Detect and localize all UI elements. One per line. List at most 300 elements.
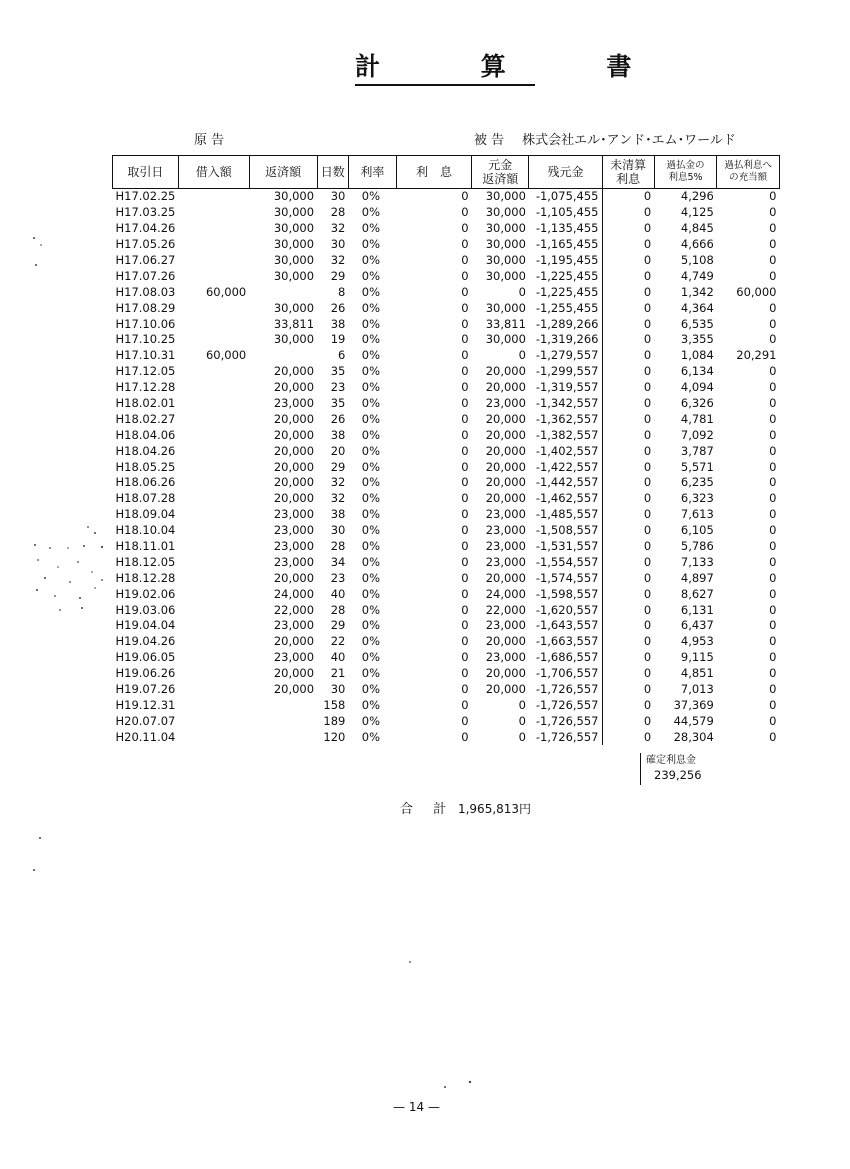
table-cell: 24,000 <box>273 586 315 601</box>
table-cell: 0 <box>602 507 654 523</box>
table-cell: 38 <box>330 427 346 442</box>
table-cell: 0 <box>769 364 777 379</box>
table-cell: 0 <box>602 427 654 443</box>
table-cell: 20,000 <box>485 380 526 395</box>
table-cell <box>178 618 249 634</box>
table-cell: 40 <box>330 586 346 601</box>
table-row <box>113 475 780 491</box>
table-cell: -1,726,557 <box>535 713 599 728</box>
table-row <box>113 253 780 269</box>
table-cell: 0 <box>602 713 654 729</box>
table-cell: 0 <box>461 586 469 601</box>
table-cell: 19 <box>330 332 346 347</box>
table-cell: 22 <box>330 634 346 649</box>
table-cell: 0 <box>461 348 469 363</box>
table-cell: 0 <box>769 554 777 569</box>
table-cell: 0% <box>361 348 380 363</box>
table-cell: H19.03.06 <box>115 602 176 617</box>
table-cell: 23,000 <box>485 539 526 554</box>
table-cell: 0 <box>769 411 777 426</box>
table-cell: 4,666 <box>680 237 714 252</box>
table-cell: 20,000 <box>485 666 526 681</box>
table-row <box>113 348 780 364</box>
table-cell: 0 <box>461 380 469 395</box>
table-cell: 0 <box>602 332 654 348</box>
table-cell: -1,442,557 <box>535 475 599 490</box>
table-cell: 4,094 <box>680 380 714 395</box>
table-cell: 9,115 <box>680 650 714 665</box>
table-cell: H17.07.26 <box>115 268 176 283</box>
total-label: 合 計 <box>400 802 455 817</box>
table-cell <box>178 682 249 698</box>
table-cell: 4,125 <box>680 205 714 220</box>
table-cell: 0% <box>361 618 380 633</box>
table-cell: 0% <box>361 284 380 299</box>
table-cell: 4,364 <box>680 300 714 315</box>
table-cell: 20,000 <box>273 459 315 474</box>
table-cell: 0 <box>461 396 469 411</box>
table-cell: 0 <box>518 729 526 744</box>
document-title: 計 算 書 <box>355 52 535 86</box>
table-cell: H18.02.27 <box>115 411 176 426</box>
table-cell: H17.12.28 <box>115 380 176 395</box>
column-header <box>396 156 471 189</box>
total-value: 1,965,813円 <box>457 802 532 816</box>
table-cell <box>178 729 249 745</box>
column-header-line: 借入額 <box>195 165 232 179</box>
table-cell: 23,000 <box>273 650 315 665</box>
table-row <box>113 237 780 253</box>
table-cell: 4,953 <box>680 634 714 649</box>
table-cell: 0% <box>361 411 380 426</box>
table-cell: 20,000 <box>485 411 526 426</box>
table-row <box>113 300 780 316</box>
table-cell: 20,000 <box>273 364 315 379</box>
table-cell: 0 <box>769 253 777 267</box>
table-cell: -1,289,266 <box>535 316 599 331</box>
table-cell: 20,000 <box>485 364 526 379</box>
table-cell: H18.06.26 <box>115 475 176 490</box>
column-header-line: 返済額 <box>265 165 302 179</box>
table-cell <box>178 650 249 666</box>
table-cell: -1,165,455 <box>535 237 599 252</box>
table-cell: 30 <box>330 523 346 538</box>
table-row <box>113 396 780 412</box>
table-cell: -1,726,557 <box>535 682 599 697</box>
table-cell: 26 <box>330 411 346 426</box>
table-cell: H18.12.28 <box>115 570 176 585</box>
table-cell: 120 <box>323 729 346 744</box>
table-cell: 0 <box>461 729 469 744</box>
table-cell: 20,000 <box>485 491 526 506</box>
table-cell: 0% <box>361 729 380 744</box>
table-cell: 3,355 <box>680 332 714 347</box>
table-cell: 0 <box>602 189 654 205</box>
table-cell: -1,135,455 <box>535 221 599 236</box>
table-cell: 0 <box>461 268 469 283</box>
table-header <box>113 156 780 189</box>
table-cell: 0 <box>518 697 526 712</box>
table-cell: 0 <box>769 507 777 522</box>
table-cell: 0% <box>361 332 380 347</box>
table-cell: 20,000 <box>485 682 526 697</box>
table-row <box>113 332 780 348</box>
table-cell: 30,000 <box>485 268 526 283</box>
table-cell: H18.09.04 <box>115 507 176 522</box>
column-header-line: 未清算 <box>610 158 647 172</box>
table-cell <box>178 237 249 253</box>
table-cell: 0% <box>361 650 380 665</box>
table-row <box>113 221 780 237</box>
table-cell: 29 <box>330 459 346 474</box>
table-cell: H19.06.05 <box>115 650 176 665</box>
table-cell: 44,579 <box>673 713 714 728</box>
table-cell: -1,531,557 <box>535 539 599 554</box>
table-cell: 0 <box>769 189 777 204</box>
table-cell: H18.07.28 <box>115 491 176 506</box>
table-cell: 0 <box>769 697 777 712</box>
table-cell: 0 <box>602 316 654 332</box>
table-row <box>113 554 780 570</box>
table-cell: 20,000 <box>485 570 526 585</box>
page-number: — 14 — <box>393 1100 440 1114</box>
table-cell: 30,000 <box>273 189 315 204</box>
table-cell: 0 <box>461 316 469 331</box>
table-cell: H17.10.06 <box>115 316 176 331</box>
table-cell: 0 <box>769 570 777 585</box>
table-cell: 0 <box>769 586 777 601</box>
table-cell <box>178 253 249 269</box>
table-cell: H18.02.01 <box>115 396 176 411</box>
table-cell: 0 <box>769 443 777 458</box>
table-cell: 7,013 <box>680 682 714 697</box>
table-cell: 0% <box>361 443 380 458</box>
table-cell: 0% <box>361 507 380 522</box>
table-row <box>113 650 780 666</box>
table-cell: -1,643,557 <box>535 618 599 633</box>
table-cell: 23,000 <box>273 507 315 522</box>
table-cell: 20 <box>330 443 346 458</box>
table-cell: -1,686,557 <box>535 650 599 665</box>
column-header-line: 過払利息へ <box>724 160 772 171</box>
table-cell: H18.05.25 <box>115 459 176 474</box>
column-header <box>348 156 396 189</box>
grand-total <box>400 798 531 817</box>
table-row <box>113 189 780 205</box>
table-cell: 0 <box>602 205 654 221</box>
table-cell: H18.04.26 <box>115 443 176 458</box>
table-cell: 32 <box>330 491 346 506</box>
table-cell: 32 <box>330 253 346 267</box>
table-cell: 6,326 <box>680 396 714 411</box>
table-cell: 4,897 <box>680 570 714 585</box>
table-cell: 0 <box>602 443 654 459</box>
table-cell: 0 <box>769 300 777 315</box>
table-cell: 0% <box>361 713 380 728</box>
table-cell: 0 <box>461 491 469 506</box>
table-cell: -1,598,557 <box>535 586 599 601</box>
table-cell: 0 <box>602 411 654 427</box>
table-cell: 26 <box>330 300 346 315</box>
table-cell: H18.12.05 <box>115 554 176 569</box>
table-cell: 0% <box>361 602 380 617</box>
table-cell: 0 <box>602 475 654 491</box>
table-cell: H20.11.04 <box>115 729 176 744</box>
table-cell: 0 <box>461 443 469 458</box>
table-cell: 0 <box>769 221 777 236</box>
table-cell <box>178 380 249 396</box>
table-cell: 60,000 <box>205 348 247 363</box>
table-cell: 5,786 <box>680 539 714 554</box>
table-cell: 0 <box>461 364 469 379</box>
table-cell: 0 <box>769 523 777 538</box>
table-cell: 0 <box>602 268 654 284</box>
table-cell: H19.07.26 <box>115 682 176 697</box>
table-row <box>113 491 780 507</box>
table-row <box>113 539 780 555</box>
table-cell: -1,105,455 <box>535 205 599 220</box>
table-cell: 7,613 <box>680 507 714 522</box>
column-header <box>472 156 529 189</box>
table-cell: 0 <box>769 427 777 442</box>
table-cell: 0 <box>602 570 654 586</box>
table-cell: H17.06.27 <box>115 253 176 267</box>
table-cell: 30,000 <box>485 221 526 236</box>
table-cell: 0 <box>461 634 469 649</box>
table-cell: 23,000 <box>485 396 526 411</box>
table-row <box>113 602 780 618</box>
table-cell: 23,000 <box>485 507 526 522</box>
column-header <box>602 156 654 189</box>
table-row <box>113 411 780 427</box>
table-cell <box>178 698 249 714</box>
table-cell: 0 <box>769 380 777 395</box>
column-header-line: 残元金 <box>547 165 584 179</box>
table-cell: 0 <box>461 570 469 585</box>
column-header-line: 利 息 <box>415 165 452 179</box>
table-cell: 0% <box>361 364 380 379</box>
column-header <box>529 156 602 189</box>
table-cell: 6 <box>338 348 346 363</box>
table-cell: 30,000 <box>273 253 315 267</box>
table-cell <box>178 300 249 316</box>
table-cell: 0 <box>461 713 469 728</box>
table-row <box>113 729 780 745</box>
table-cell: 6,323 <box>680 491 714 506</box>
table-cell: 28 <box>330 205 346 220</box>
table-cell: 0 <box>769 682 777 697</box>
table-row <box>113 523 780 539</box>
table-cell: 23,000 <box>485 650 526 665</box>
column-header <box>654 156 717 189</box>
table-cell: 30,000 <box>485 205 526 220</box>
table-cell: 158 <box>323 697 346 712</box>
table-cell: 33,811 <box>273 316 315 331</box>
table-cell: H19.04.26 <box>115 634 176 649</box>
table-cell: H18.10.04 <box>115 523 176 538</box>
table-cell: 0% <box>361 697 380 712</box>
table-cell: H20.07.07 <box>115 713 176 728</box>
table-cell: 30,000 <box>273 205 315 220</box>
table-cell: 0 <box>602 364 654 380</box>
table-cell: 23,000 <box>273 396 315 411</box>
table-cell: 1,342 <box>680 284 714 299</box>
table-cell: 6,134 <box>680 364 714 379</box>
table-cell: 0% <box>361 237 380 252</box>
table-cell: 0 <box>769 618 777 633</box>
table-cell: 6,105 <box>680 523 714 538</box>
table-cell: 22,000 <box>485 602 526 617</box>
table-cell: 0 <box>602 253 654 269</box>
confirmed-interest-label: 確定利息金 <box>646 755 696 766</box>
table-cell: 0 <box>769 205 777 220</box>
table-row <box>113 268 780 284</box>
table-row <box>113 666 780 682</box>
table-cell: 8,627 <box>680 586 714 601</box>
column-header <box>178 156 249 189</box>
table-cell: 28 <box>330 539 346 554</box>
table-cell <box>178 396 249 412</box>
table-cell: 0% <box>361 205 380 220</box>
table-cell <box>178 602 249 618</box>
table-cell <box>178 268 249 284</box>
table-cell: 0 <box>602 221 654 237</box>
table-cell: 0% <box>361 634 380 649</box>
table-cell: 20,000 <box>485 443 526 458</box>
column-header-line: 返済額 <box>482 172 519 186</box>
table-cell: 20,000 <box>485 475 526 490</box>
table-row <box>113 586 780 602</box>
column-header <box>717 156 780 189</box>
table-cell <box>178 443 249 459</box>
table-cell: H17.12.05 <box>115 364 176 379</box>
calculation-table <box>112 155 780 745</box>
table-cell: 0 <box>602 380 654 396</box>
table-cell: 0 <box>461 602 469 617</box>
table-cell: 20,000 <box>273 443 315 458</box>
table-cell: 0% <box>361 539 380 554</box>
table-row <box>113 713 780 729</box>
table-cell: 0% <box>361 268 380 283</box>
table-cell: 0% <box>361 300 380 315</box>
table-cell: 40 <box>330 650 346 665</box>
table-cell: 32 <box>330 475 346 490</box>
defendant-label: 被 告 <box>474 133 505 148</box>
table-cell: 0 <box>602 586 654 602</box>
table-cell: 0 <box>602 237 654 253</box>
table-cell: -1,075,455 <box>535 189 599 204</box>
header-row <box>113 156 780 189</box>
table-body <box>113 189 780 746</box>
table-cell: 20,000 <box>273 411 315 426</box>
table-cell: 0 <box>461 650 469 665</box>
table-cell: -1,422,557 <box>535 459 599 474</box>
table-cell: 6,235 <box>680 475 714 490</box>
table-row <box>113 380 780 396</box>
table-cell <box>178 459 249 475</box>
table-cell: 20,000 <box>273 570 315 585</box>
table-cell: -1,255,455 <box>535 300 599 315</box>
table-cell: H17.10.25 <box>115 332 176 347</box>
column-header-line: 利息 <box>616 172 641 186</box>
table-cell <box>249 698 317 714</box>
table-cell <box>249 348 317 364</box>
table-cell: 0% <box>361 396 380 411</box>
table-row <box>113 316 780 332</box>
table-cell: 20,000 <box>485 634 526 649</box>
table-cell: -1,362,557 <box>535 411 599 426</box>
table-cell: 23,000 <box>273 554 315 569</box>
table-cell: -1,299,557 <box>535 364 599 379</box>
table-cell: 0% <box>361 221 380 236</box>
table-cell: 0 <box>602 650 654 666</box>
table-cell <box>178 364 249 380</box>
table-cell: 32 <box>330 221 346 236</box>
table-cell: 0 <box>461 253 469 267</box>
table-cell: 20,000 <box>485 459 526 474</box>
table-row <box>113 634 780 650</box>
table-cell: -1,706,557 <box>535 666 599 681</box>
table-row <box>113 284 780 300</box>
table-cell: -1,620,557 <box>535 602 599 617</box>
table-cell <box>178 475 249 491</box>
table-cell: 30 <box>330 189 346 204</box>
table-cell: 0 <box>769 268 777 283</box>
table-row <box>113 443 780 459</box>
table-cell <box>178 189 249 205</box>
table-cell: 0% <box>361 427 380 442</box>
table-cell: 0 <box>461 189 469 204</box>
table-cell <box>178 427 249 443</box>
table-cell: 0% <box>361 189 380 204</box>
table-cell: 4,851 <box>680 666 714 681</box>
table-cell <box>178 570 249 586</box>
table-cell: 0% <box>361 570 380 585</box>
table-row <box>113 618 780 634</box>
table-cell: H19.02.06 <box>115 586 176 601</box>
table-cell <box>178 491 249 507</box>
table-cell: 0 <box>461 237 469 252</box>
table-cell: -1,554,557 <box>535 554 599 569</box>
table-cell: 21 <box>330 666 346 681</box>
table-cell: 0 <box>461 427 469 442</box>
table-cell: -1,319,557 <box>535 380 599 395</box>
table-row <box>113 364 780 380</box>
table-cell: 0 <box>769 602 777 617</box>
table-cell: 23,000 <box>485 618 526 633</box>
table-cell: 0 <box>602 523 654 539</box>
table-cell: 0 <box>461 682 469 697</box>
table-cell <box>249 713 317 729</box>
column-header-line: 利息5% <box>668 172 703 183</box>
table-cell: 60,000 <box>205 284 247 299</box>
table-cell: 4,781 <box>680 411 714 426</box>
table-cell <box>178 507 249 523</box>
table-cell: 0 <box>602 698 654 714</box>
table-cell: 7,092 <box>680 427 714 442</box>
table-cell <box>178 205 249 221</box>
table-cell <box>178 634 249 650</box>
table-cell: -1,225,455 <box>535 268 599 283</box>
table-cell: 38 <box>330 507 346 522</box>
table-cell: 0 <box>602 396 654 412</box>
table-cell: 0 <box>769 396 777 411</box>
table-cell: 20,000 <box>485 427 526 442</box>
table-cell: 0 <box>602 682 654 698</box>
table-cell: 30,000 <box>485 189 526 204</box>
table-cell: 8 <box>338 284 346 299</box>
table-cell: 0 <box>602 602 654 618</box>
